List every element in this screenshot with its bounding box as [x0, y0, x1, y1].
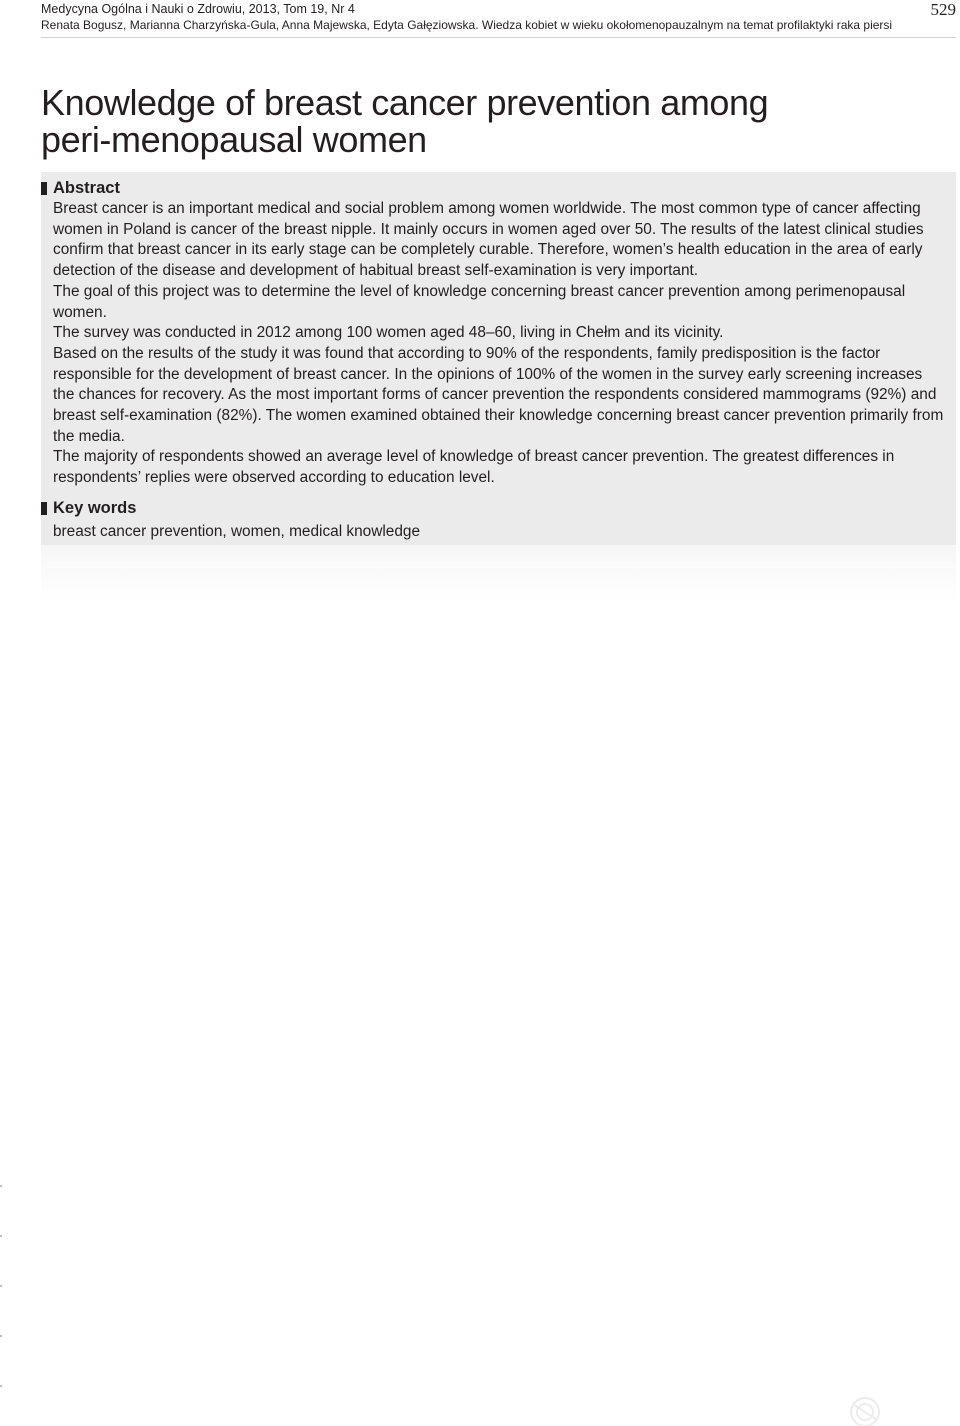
abstract-paragraph-3: The survey was conducted in 2012 among 100 women aged 48–60, living in Chełm and its vicinity. — [53, 324, 724, 342]
keywords-heading-label: Key words — [53, 499, 137, 517]
margin-mark — [0, 1185, 2, 1187]
publisher-logo-watermark-icon — [845, 1390, 885, 1426]
margin-mark — [0, 1385, 2, 1387]
authors-and-title: Renata Bogusz, Marianna Charzyńska-Gula, Anna Majewska, Edyta Gałęziowska. Wiedza kobiet w wieku okołomenopauzalnym na temat profilaktyki raka piersi — [41, 18, 893, 32]
article-title — [41, 84, 921, 158]
abstract-paragraph-5: The majority of respondents showed an average level of knowledge of breast cancer prevention. The greatest differences in respondents’ replies were observed according to education level. — [53, 448, 895, 487]
margin-mark — [0, 1285, 2, 1287]
journal-citation: Medycyna Ogólna i Nauki o Zdrowiu, 2013, Tom 19, Nr 4 — [41, 2, 355, 16]
abstract-paragraph-1: Breast cancer is an important medical and social problem among women worldwide. The most common type of cancer affecting women in Poland is cancer of the breast nipple. It mainly occurs in women aged over 50. The results of the latest clinical studies confirm that breast cancer in its early stage can be completely curable. Therefore, women’s health education in the area of early detection of the disease and development of habitual breast self-examination is very important. — [53, 200, 924, 280]
margin-mark — [0, 1335, 2, 1337]
square-bullet-icon — [41, 182, 47, 195]
article-title-line-2: peri-menopausal women — [41, 119, 427, 160]
keywords-heading — [41, 498, 136, 518]
margin-mark — [0, 1235, 2, 1237]
header-divider — [41, 37, 956, 38]
abstract-box-fade — [41, 545, 956, 603]
abstract-heading — [41, 178, 120, 198]
keywords-list: breast cancer prevention, women, medical knowledge — [53, 523, 421, 540]
abstract-paragraph-2: The goal of this project was to determine the level of knowledge concerning breast cancer prevention among perimenopausal women. — [53, 282, 906, 321]
abstract-body — [53, 199, 946, 489]
running-header — [41, 0, 921, 33]
abstract-paragraph-4: Based on the results of the study it was found that according to 90% of the respondents, family predisposition is the factor responsible for the development of breast cancer. In the opinions of 100% of the women in the survey early screening increases the chances for recovery. As the most important forms of cancer prevention the respondents considered mammograms (92%) and breast self-examination (82%). The women examined obtained their knowledge concerning breast cancer prevention primarily from the media. — [53, 344, 944, 445]
square-bullet-icon — [41, 502, 47, 515]
page-number: 529 — [930, 0, 956, 19]
abstract-heading-label: Abstract — [53, 179, 120, 197]
article-title-line-1: Knowledge of breast cancer prevention among — [41, 82, 769, 123]
